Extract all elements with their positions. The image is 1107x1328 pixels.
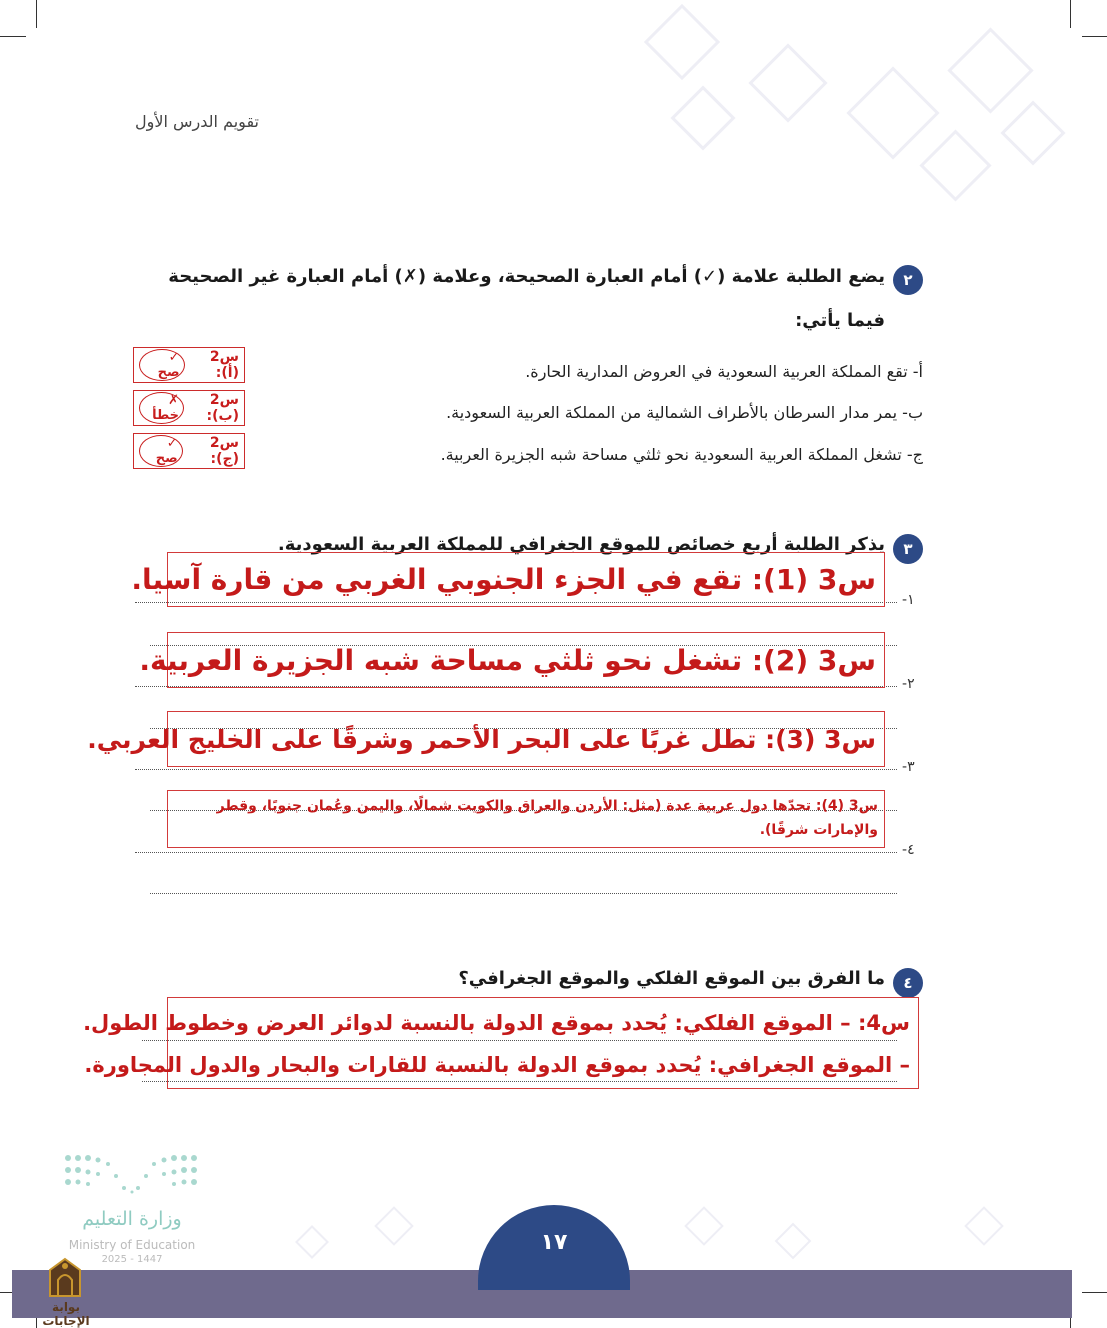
statement-c: ج- تشغل المملكة العربية السعودية نحو ثلثي مساحة شبه الجزيرة العربية.	[440, 445, 923, 464]
answer-text: – الموقع الجغرافي: يُحدد بموقع الدولة بالنسبة للقارات والبحار والدول المجاورة.	[84, 1053, 910, 1077]
decorative-diamond	[775, 1223, 812, 1260]
crop-mark	[1082, 36, 1107, 37]
ministry-name-en: Ministry of Education	[68, 1238, 196, 1252]
ministry-logo-dots	[62, 1150, 202, 1200]
answer-box-a	[133, 347, 245, 383]
decorative-diamond	[374, 1206, 414, 1246]
decorative-diamond	[684, 1206, 724, 1246]
page-number: ١٧	[540, 1230, 568, 1255]
decorative-diamond	[1000, 100, 1065, 165]
ministry-year: 2025 - 1447	[101, 1254, 163, 1265]
decorative-diamond	[846, 66, 939, 159]
crop-mark	[1070, 0, 1071, 28]
decorative-diamond	[670, 85, 735, 150]
answer-label: س2 (أ):	[209, 349, 239, 381]
answer-mark: ✗ خطأ	[139, 392, 184, 424]
watermark-logo-icon	[42, 1256, 88, 1302]
answer-box-q3-4	[167, 790, 885, 848]
answer-box-q4	[83, 997, 919, 1089]
crop-mark	[36, 0, 37, 28]
answer-line	[135, 769, 897, 770]
answer-text: والإمارات شرقًا).	[759, 822, 878, 838]
decorative-diamond	[964, 1206, 1004, 1246]
answer-box-q3-1: س3 (1): تقع في الجزء الجنوبي الغربي من قارة آسيا.	[167, 552, 885, 607]
question-number-badge: ٣	[893, 534, 923, 564]
ministry-name-ar: وزارة التعليم	[82, 1208, 182, 1230]
decorative-diamond	[644, 4, 720, 80]
answer-line	[150, 893, 897, 894]
answer-box-q3-2: س3 (2): تشغل نحو ثلثي مساحة شبه الجزيرة العربية.	[167, 632, 885, 688]
decorative-diamond	[947, 27, 1033, 113]
watermark-text: بوابة الإجابات	[42, 1300, 90, 1328]
crop-mark	[0, 36, 26, 37]
answer-text: س3 (4): تحدّها دول عربية عدة (مثل: الأردن والعراق والكويت شمالًا، واليمن وعُمان جنوبًا، وقطر	[216, 798, 878, 814]
answer-mark: ✓ صح	[139, 349, 185, 381]
lesson-header: تقويم الدرس الأول	[135, 112, 259, 131]
decorative-diamond	[295, 1225, 329, 1259]
line-number: ٣-	[902, 759, 915, 775]
line-number: ٤-	[902, 842, 915, 858]
answer-label: س2 (ب):	[206, 392, 239, 424]
question-number-badge: ٤	[893, 968, 923, 998]
statement-b: ب- يمر مدار السرطان بالأطراف الشمالية من المملكة العربية السعودية.	[446, 403, 923, 422]
decorative-diamond	[748, 43, 827, 122]
answer-label: س2 (ج):	[209, 435, 239, 467]
question-4-text: ما الفرق بين الموقع الفلكي والموقع الجغرافي؟	[458, 968, 885, 989]
answer-line	[135, 852, 897, 853]
question-3-text: يذكر الطلبة أربع خصائص للموقع الجغرافي للمملكة العربية السعودية.	[277, 534, 885, 555]
line-number: ١-	[902, 592, 915, 608]
question-number-badge: ٢	[893, 265, 923, 295]
question-2-text-continued: فيما يأتي:	[795, 310, 885, 331]
line-number: ٢-	[902, 676, 915, 692]
crop-mark	[1082, 1292, 1107, 1293]
answer-text: س4: – الموقع الفلكي: يُحدد بموقع الدولة بالنسبة لدوائر العرض وخطوط الطول.	[83, 1011, 910, 1035]
answer-box-c	[133, 433, 245, 469]
decorative-diamond	[919, 129, 991, 201]
answer-box-b	[133, 390, 245, 426]
statement-a: أ- تقع المملكة العربية السعودية في العروض المدارية الحارة.	[525, 362, 923, 381]
answer-box-q3-3: س3 (3): تطل غربًا على البحر الأحمر وشرقًا على الخليج العربي.	[167, 711, 885, 767]
answer-mark: ✓ صح	[139, 435, 183, 467]
question-2-text: يضع الطلبة علامة (✓) أمام العبارة الصحيحة، وعلامة (✗) أمام العبارة غير الصحيحة	[168, 266, 885, 287]
